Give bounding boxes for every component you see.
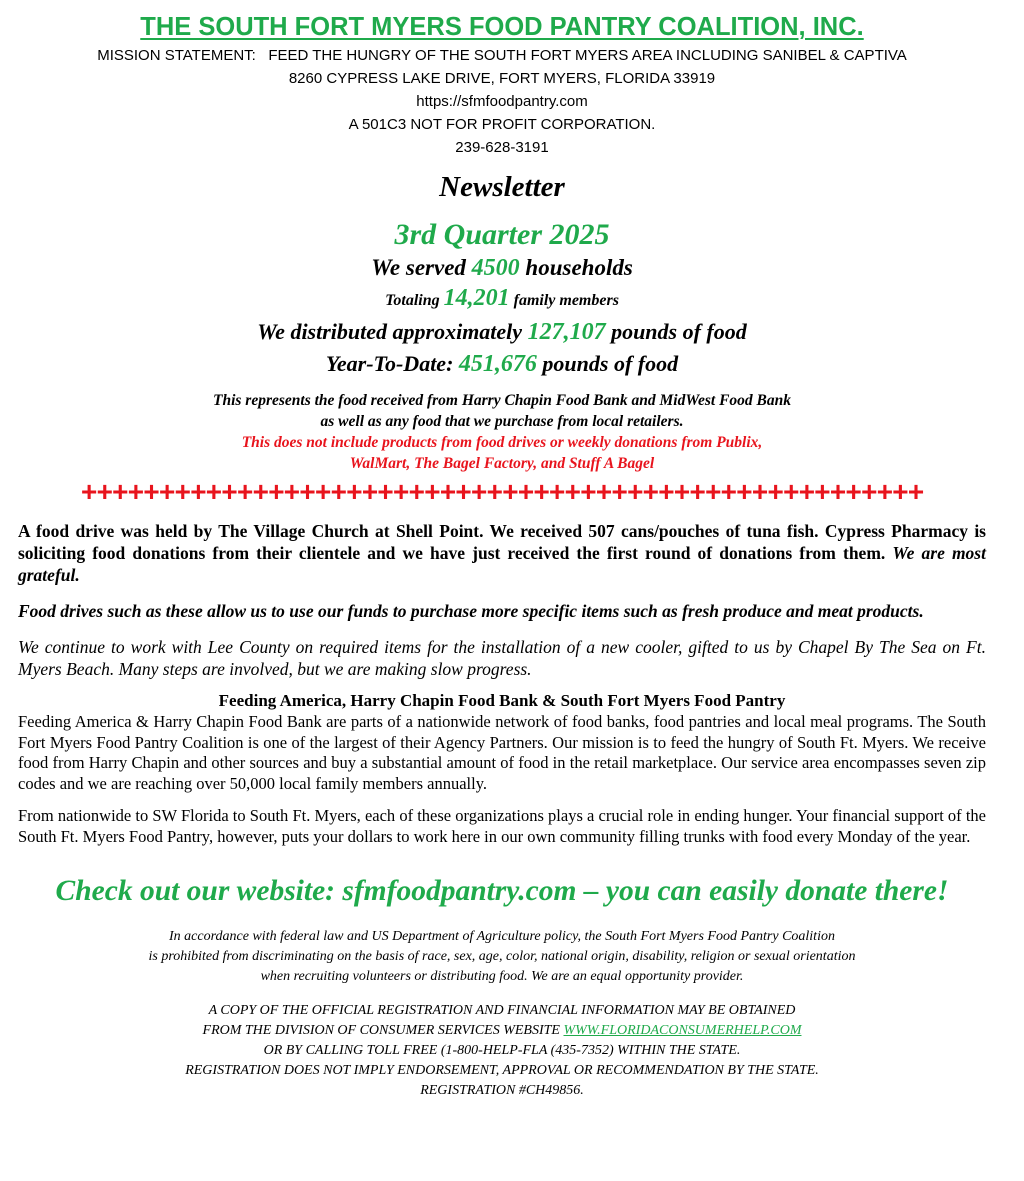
family-suffix: family members: [509, 292, 619, 309]
website-url[interactable]: https://sfmfoodpantry.com: [416, 93, 588, 110]
households-prefix: We served: [371, 255, 472, 280]
family-prefix: Totaling: [385, 292, 444, 309]
nondiscrimination-statement: [18, 927, 986, 987]
family-value: 14,201: [443, 285, 510, 311]
pounds-ytd-prefix: Year-To-Date:: [325, 351, 459, 376]
registration-line-2: [18, 1021, 986, 1041]
newsletter-page: [0, 10, 1024, 1181]
address: 8260 CYPRESS LAKE DRIVE, FORT MYERS, FLORIDA 33919: [288, 70, 716, 87]
registration-line-1: A COPY OF THE OFFICIAL REGISTRATION AND FINANCIAL INFORMATION MAY BE OBTAINED: [208, 1003, 796, 1018]
pounds-ytd-stat: [18, 348, 986, 380]
note-line-1: This represents the food received from Harry Chapin Food Bank and MidWest Food Bank: [213, 392, 791, 409]
phone-number: 239-628-3191: [455, 139, 549, 156]
registration-line-4: REGISTRATION DOES NOT IMPLY ENDORSEMENT, APPROVAL OR RECOMMENDATION BY THE STATE.: [185, 1063, 819, 1078]
cooler-paragraph: We continue to work with Lee County on required items for the installation of a new cooler, gifted to us by Chapel By The Sea on Ft. Myers Beach. Many steps are involved, but we are making slow progress.: [18, 637, 986, 679]
registration-line-5: REGISTRATION #CH49856.: [420, 1083, 584, 1098]
support-paragraph: From nationwide to SW Florida to South Ft. Myers, each of these organizations plays a crucial role in ending hunger. Your financial support of the South Ft. Myers Food Pantry, however, puts your dollars to work here in our own community filling trunks with food every Monday of the year.: [18, 806, 986, 846]
org-title: THE SOUTH FORT MYERS FOOD PANTRY COALITION, INC.: [140, 13, 864, 41]
registration-line-3: OR BY CALLING TOLL FREE (1-800-HELP-FLA (435-7352) WITHIN THE STATE.: [263, 1043, 741, 1058]
pounds-ytd-suffix: pounds of food: [536, 351, 679, 376]
food-drives-paragraph: Food drives such as these allow us to use our funds to purchase more specific items such as fresh produce and meat products.: [18, 601, 924, 621]
pounds-ytd-value: 451,676: [458, 351, 537, 377]
plus-divider: ++++++++++++++++++++++++++++++++++++++++++++++++++++++: [80, 480, 924, 510]
nondiscrimination-line-2: is prohibited from discriminating on the basis of race, sex, age, color, national origin, disability, religion or sexual orientation: [148, 949, 856, 964]
exclusion-note-line-1: This does not include products from food drives or weekly donations from Publix,: [241, 434, 763, 451]
partners-paragraph: Feeding America & Harry Chapin Food Bank are parts of a nationwide network of food banks, food pantries and local meal programs. The South Fort Myers Food Pantry Coalition is one of the largest of their Agency Partners. Our mission is to feed the hungry of South Ft. Myers. We receive food from Harry Chapin and other sources and buy a substantial amount of food in the retail marketplace. Our service area encompasses seven zip codes and we are reaching over 50,000 local family members annually.: [18, 712, 986, 793]
website-callout[interactable]: Check out our website: sfmfoodpantry.com – you can easily donate there!: [55, 875, 949, 907]
quarter-title: 3rd Quarter 2025: [394, 218, 610, 251]
mission-statement: MISSION STATEMENT: FEED THE HUNGRY OF THE SOUTH FORT MYERS AREA INCLUDING SANIBEL & CAPTIVA: [97, 47, 907, 64]
family-members-stat: [18, 283, 986, 316]
households-stat: [18, 253, 986, 283]
households-value: 4500: [471, 255, 520, 281]
consumer-help-link[interactable]: WWW.FLORIDACONSUMERHELP.COM: [563, 1023, 802, 1038]
households-suffix: households: [519, 255, 633, 280]
nonprofit-status: A 501C3 NOT FOR PROFIT CORPORATION.: [348, 116, 656, 133]
pounds-quarter-stat: [18, 316, 986, 348]
nondiscrimination-line-1: In accordance with federal law and US Department of Agriculture policy, the South Fort Myers Food Pantry Coalition: [169, 929, 835, 944]
registration-line-2-text: FROM THE DIVISION OF CONSUMER SERVICES WEBSITE: [202, 1023, 564, 1038]
food-drive-text: A food drive was held by The Village Church at Shell Point. We received 507 cans/pouches of tuna fish. Cypress Pharmacy is soliciting food donations from their clientele and we have just received the first round of donations from them.: [18, 521, 986, 563]
pounds-quarter-value: 127,107: [527, 319, 606, 345]
food-drive-paragraph: [18, 520, 986, 586]
pounds-quarter-suffix: pounds of food: [605, 319, 747, 344]
note-line-2: as well as any food that we purchase from local retailers.: [320, 413, 684, 430]
newsletter-title: Newsletter: [439, 171, 565, 203]
exclusion-note-line-2: WalMart, The Bagel Factory, and Stuff A Bagel: [349, 455, 655, 472]
registration-statement: [18, 1001, 986, 1101]
grateful-text: We are most grateful.: [18, 543, 986, 585]
nondiscrimination-line-3: when recruiting volunteers or distributing food. We are an equal opportunity provider.: [260, 969, 744, 984]
pounds-quarter-prefix: We distributed approximately: [257, 319, 528, 344]
partners-heading: Feeding America, Harry Chapin Food Bank & South Fort Myers Food Pantry: [218, 691, 786, 710]
